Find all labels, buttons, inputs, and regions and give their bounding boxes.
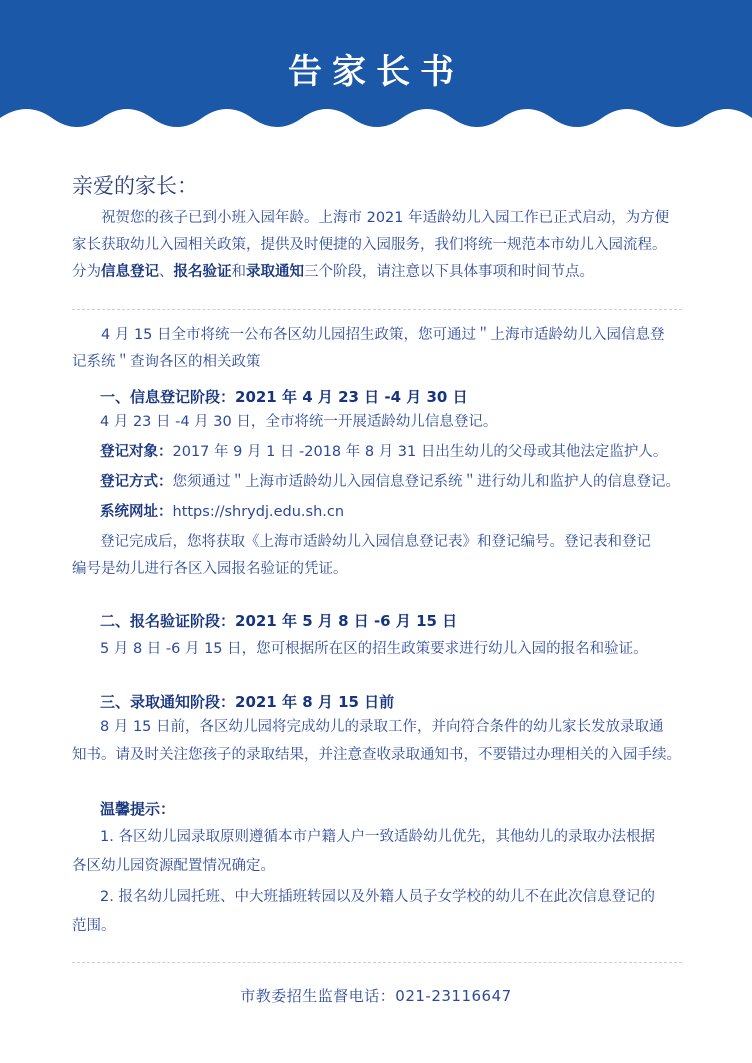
section-2-title: 二、报名验证阶段：2021 年 5 月 8 日 -6 月 15 日 [100, 612, 458, 630]
divider-top [72, 309, 682, 310]
method-text: 您须通过＂上海市适龄幼儿入园信息登记系统＂进行幼儿和监护人的信息登记。 [172, 474, 680, 490]
target-text: 2017 年 9 月 1 日 -2018 年 8 月 31 日出生幼儿的父母或其他法定监护人。 [172, 444, 668, 460]
policy-notice-line-2: 记系统＂查询各区的相关政策 [72, 354, 261, 370]
stage-admission-notice: 录取通知 [246, 264, 304, 280]
section-1-target [100, 439, 690, 466]
section-1-url [100, 499, 690, 526]
header-banner [0, 0, 752, 140]
intro-line-1: 祝贺您的孩子已到小班入园年龄。上海市 2021 年适龄幼儿入园工作已正式启动，为方便 [101, 210, 670, 226]
tip-1-line-1: 1. 各区幼儿园录取原则遵循本市户籍人户一致适龄幼儿优先，其他幼儿的录取办法根据 [100, 829, 655, 845]
section-1-title: 一、信息登记阶段：2021 年 4 月 23 日 -4 月 30 日 [100, 388, 468, 406]
section-3-line-1: 8 月 15 日前，各区幼儿园将完成幼儿的录取工作，并向符合条件的幼儿家长发放录取通 [100, 719, 664, 735]
intro-separator: 、 [159, 264, 174, 280]
supervision-hotline: 市教委招生监督电话：021-23116647 [240, 987, 512, 1005]
intro-suffix: 三个阶段，请注意以下具体事项和时间节点。 [304, 264, 594, 280]
page-title: 告家长书 [288, 52, 464, 92]
url-label: 系统网址： [100, 504, 173, 520]
tip-1-line-2: 各区幼儿园资源配置情况确定。 [72, 858, 275, 874]
tips-title: 温馨提示： [100, 800, 176, 818]
divider-bottom [72, 962, 682, 963]
method-label: 登记方式： [100, 474, 173, 490]
system-url: https://shrydj.edu.sh.cn [172, 504, 345, 520]
tip-2-line-1: 2. 报名幼儿园托班、中大班插班转园以及外籍人员子女学校的幼儿不在此次信息登记的 [100, 889, 655, 905]
section-1-method [100, 469, 690, 496]
section-3-line-2: 知书。请及时关注您孩子的录取结果，并注意查收录取通知书，不要错过办理相关的入园手续。 [72, 747, 681, 763]
intro-and: 和 [231, 264, 246, 280]
intro-line-3 [72, 259, 682, 286]
target-label: 登记对象： [100, 444, 173, 460]
section-1-text: 4 月 23 日 -4 月 30 日，全市将统一开展适龄幼儿信息登记。 [100, 414, 498, 430]
section-3-title: 三、录取通知阶段：2021 年 8 月 15 日前 [100, 693, 395, 711]
intro-prefix: 分为 [72, 264, 101, 280]
section-1-after-line-2: 编号是幼儿进行各区入园报名验证的凭证。 [72, 561, 348, 577]
greeting: 亲爱的家长： [72, 174, 198, 198]
section-2-text: 5 月 8 日 -6 月 15 日，您可根据所在区的招生政策要求进行幼儿入园的报名和验证。 [100, 641, 648, 657]
policy-notice-line-1: 4 月 15 日全市将统一公布各区幼儿园招生政策，您可通过＂上海市适龄幼儿入园信息登 [101, 327, 665, 343]
section-1-after-line-1: 登记完成后，您将获取《上海市适龄幼儿入园信息登记表》和登记编号。登记表和登记 [100, 534, 651, 550]
intro-line-2: 家长获取幼儿入园相关政策，提供及时便捷的入园服务，我们将统一规范本市幼儿入园流程。 [72, 237, 667, 253]
tip-2-line-2: 范围。 [72, 918, 116, 934]
stage-info-registration: 信息登记 [101, 264, 159, 280]
stage-application-verification: 报名验证 [173, 264, 232, 280]
